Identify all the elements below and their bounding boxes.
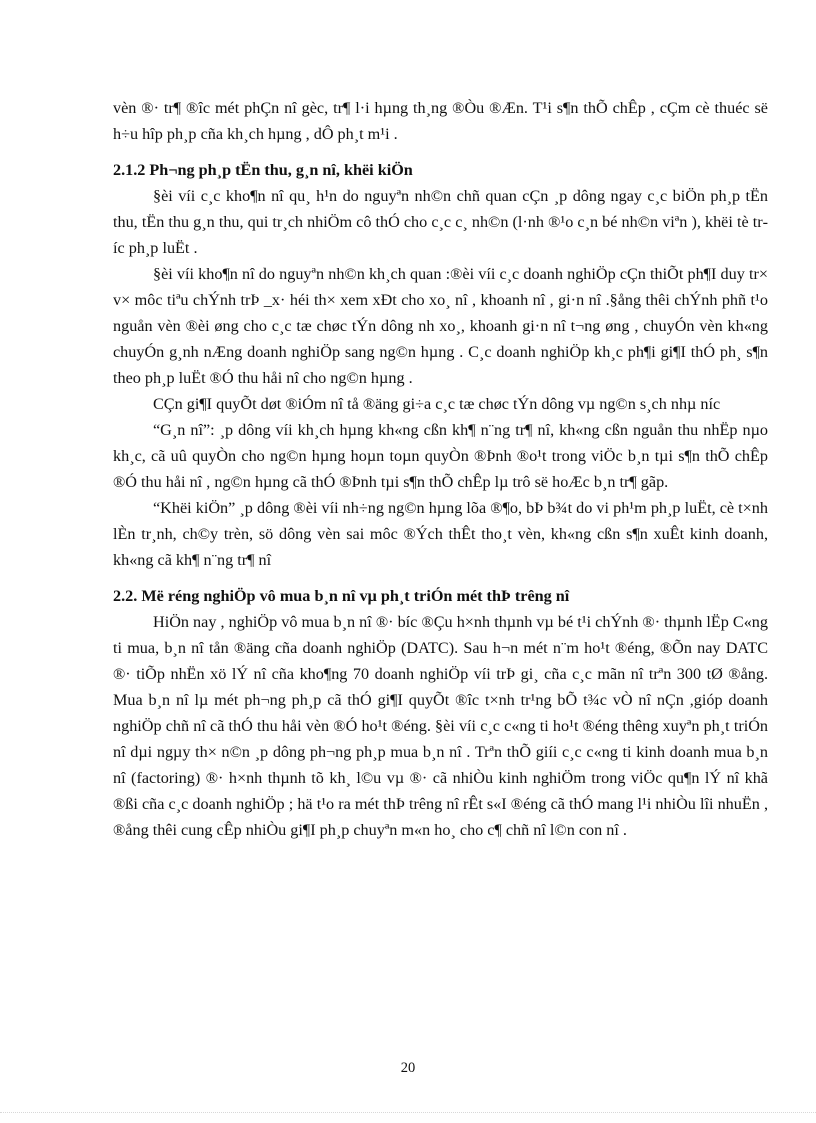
paragraph-debt-assignment: “G¸n nî”: ¸p dông víi kh¸ch hµng kh«ng cßn kh¶ n¨ng tr¶ nî, kh«ng cßn nguån thu nhËp nµo kh¸c, cã uû quyÒn cho ng©n hµng hoµn toµn quyÒn ®Þnh ®o¹t trong viÖc b¸n tµi s¶n thÕ chÊp ®Ó thu håi nî , ng©n hµng cã thÓ ®Þnh tµi s¶n thÕ chÊp lµ trô së hoÆc b¸n tr¶ gãp.: [113, 421, 768, 491]
paragraph-resolve-bad-debt: CÇn gi¶I quyÕt døt ®iÓm nî tå ®äng gi÷a c¸c tæ chøc tÝn dông vµ ng©n s¸ch nhµ níc: [153, 395, 721, 413]
paragraph-objective-causes: §èi víi kho¶n nî do nguyªn nh©n kh¸ch quan :®èi víi c¸c doanh nghiÖp cÇn thiÕt ph¶I duy tr× v× môc tiªu chÝnh trÞ _x· héi th× xem xÐt cho xo¸ nî , khoanh nî , gi·n nî .§ång thêi chÝnh phñ t¹o nguån vèn ®èi øng cho c¸c tæ chøc tÝn dông nh xo¸, khoanh gi·n nî t¬ng øng , chuyÓn vèn kh«ng chuyÓn g¸nh nÆng doanh nghiÖp sang ng©n hµng . C¸c doanh nghiÖp kh¸c ph¶i gi¶I thÓ ph¸ s¶n theo ph¸p luËt ®Ó thu håi nî cho ng©n hµng .: [113, 265, 768, 387]
section-heading-2-2: 2.2. Më réng nghiÖp vô mua b¸n nî vµ ph¸t triÓn mét thÞ trêng nî: [113, 587, 570, 605]
section-heading-2-1-2: 2.1.2 Ph¬ng ph¸p tËn thu, g¸n nî, khëi kiÖn: [113, 161, 413, 179]
page-number: 20: [400, 1060, 416, 1076]
paragraph-lawsuit: “Khëi kiÖn” ¸p dông ®èi víi nh÷ng ng©n hµng lõa ®¶o, bÞ b¾t do vi ph¹m ph¸p luËt, cè t×nh lÈn tr¸nh, ch©y trèn, sö dông vèn sai môc ®Ých thÊt tho¸t vèn, kh«ng cßn s¶n xuÊt kinh doanh, kh«ng cã kh¶ n¨ng tr¶ nî: [113, 499, 768, 569]
page-bottom-divider: [0, 1112, 816, 1113]
paragraph-debt-trading: HiÖn nay , nghiÖp vô mua b¸n nî ®· bíc ®Çu h×nh thµnh vµ bé t¹i chÝnh ®· thµnh lËp C«ng ti mua, b¸n nî tån ®äng cña doanh nghiÖp (DATC). Sau h¬n mét n¨m ho¹t ®éng, ®Õn nay DATC ®· tiÕp nhËn xö lÝ nî cña kho¶ng 70 doanh nghiÖp víi trÞ gi¸ cña c¸c mãn nî trªn 300 tØ ®ång. Mua b¸n nî lµ mét ph¬ng ph¸p cã thÓ gi¶I quyÕt ®îc t×nh tr¹ng bÕ t¾c vÒ nî nÇn ,gióp doanh nghiÖp chñ nî cã thÓ thu håi vèn ®Ó ho¹t ®éng. §èi víi c¸c c«ng ti ho¹t ®éng thêng xuyªn ph¸t triÓn nî dµi ngµy th× n©n ¸p dông ph¬ng ph¸p mua b¸n nî . Trªn thÕ giíi c¸c c«ng ti kinh doanh mua b¸n nî (factoring) ®· h×nh thµnh tõ kh¸ l©u vµ ®· cã nhiÒu kinh nghiÖm trong viÖc qu¶n lÝ nî khã ®ßi cña c¸c doanh nghiÖp ; hä t¹o ra mét thÞ trêng nî rÊt s«I ®éng cã thÓ mang l¹i nhiÒu lîi nhuËn , ®ång thêi cung cÊp nhiÒu gi¶I ph¸p chuyªn m«n ho¸ cho c¶ chñ nî l©n con nî .: [113, 613, 768, 839]
intro-paragraph: vèn ®· tr¶ ®îc mét phÇn nî gèc, tr¶ l·i hµng th¸ng ®Òu ®Æn. T¹i s¶n thÕ chÊp , cÇm cè thuéc së h÷u hîp ph¸p cña kh¸ch hµng , dÔ ph¸t m¹i .: [113, 99, 768, 143]
page-content: [113, 95, 768, 843]
paragraph-subjective-causes: §èi víi c¸c kho¶n nî qu¸ h¹n do nguyªn nh©n chñ quan cÇn ¸p dông ngay c¸c biÖn ph¸p tËn thu, tËn thu g¸n thu, qui tr¸ch nhiÖm cô thÓ cho c¸c c¸ nh©n (l·nh ®¹o c¸n bé nh©n viªn ), khëi tè tríc ph¸p luËt .: [113, 187, 768, 257]
